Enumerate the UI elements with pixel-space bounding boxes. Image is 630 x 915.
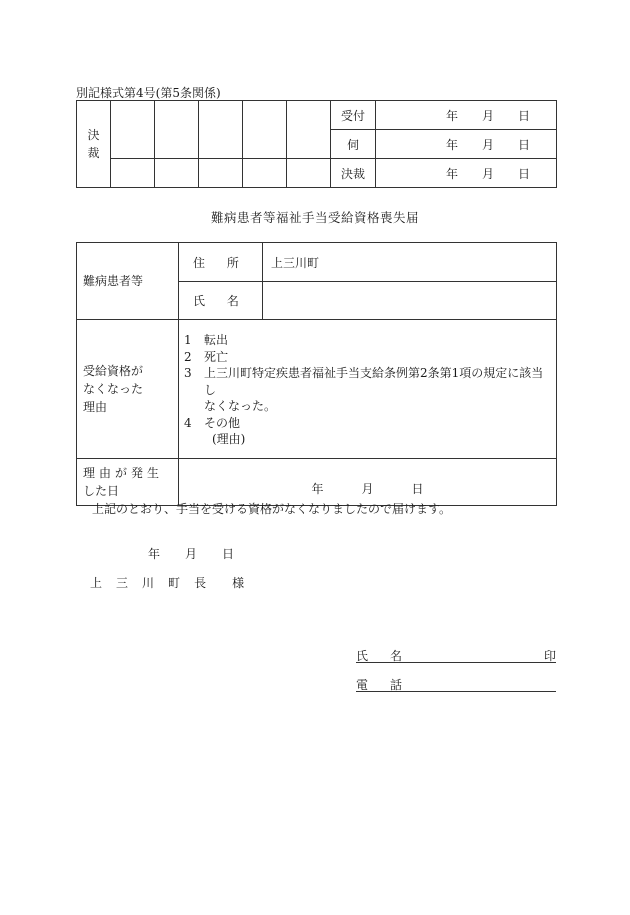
name-label: 氏 名 bbox=[179, 282, 263, 320]
approval-date-decision[interactable] bbox=[376, 159, 557, 188]
signature-name-label-2: 名 bbox=[390, 649, 403, 663]
reason-label-line-1: 受給資格が bbox=[83, 363, 144, 378]
year-label: 年 bbox=[311, 481, 324, 496]
year-label: 年 bbox=[446, 108, 459, 123]
occurrence-label-line-2: した日 bbox=[83, 483, 120, 498]
approval-label-received: 受付 bbox=[331, 101, 376, 130]
year-label: 年 bbox=[446, 166, 459, 181]
signature-phone-label-1: 電 bbox=[356, 678, 369, 692]
signature-phone-label-2: 話 bbox=[390, 678, 403, 692]
stamp-box-8[interactable] bbox=[199, 159, 243, 188]
seal-mark: 印 bbox=[543, 649, 556, 663]
month-label: 月 bbox=[361, 481, 374, 496]
patient-label: 難病患者等 bbox=[77, 243, 179, 320]
day-label: 日 bbox=[411, 481, 424, 496]
address-label: 住 所 bbox=[179, 243, 263, 282]
stamp-box-5[interactable] bbox=[287, 101, 331, 159]
occurrence-label-line-1: 理由が発生 bbox=[83, 465, 164, 480]
reason-option-2[interactable]: 2 死亡 bbox=[184, 349, 229, 364]
occurrence-label bbox=[77, 458, 179, 505]
stamp-box-6[interactable] bbox=[111, 159, 155, 188]
approval-label-decision: 決裁 bbox=[331, 159, 376, 188]
honorific: 様 bbox=[232, 576, 245, 590]
approval-table bbox=[76, 100, 557, 188]
signature-name-field[interactable] bbox=[356, 647, 556, 663]
approval-header bbox=[77, 101, 111, 188]
occurrence-date-field[interactable] bbox=[179, 458, 557, 505]
reason-option-3[interactable]: 3 上三川町特定疾患者福祉手当支給条例第2条第1項の規定に該当し bbox=[184, 366, 544, 397]
approval-date-received[interactable] bbox=[376, 101, 557, 130]
stamp-box-9[interactable] bbox=[243, 159, 287, 188]
reason-option-4[interactable]: 4 その他 bbox=[184, 415, 241, 430]
stamp-box-7[interactable] bbox=[155, 159, 199, 188]
stamp-box-3[interactable] bbox=[199, 101, 243, 159]
stamp-box-2[interactable] bbox=[155, 101, 199, 159]
approval-label-inquiry: 伺 bbox=[331, 130, 376, 159]
reason-label-line-2: なくなった bbox=[83, 381, 144, 396]
name-field[interactable] bbox=[263, 282, 557, 320]
form-reference: 別記様式第4号(第5条関係) bbox=[76, 86, 221, 100]
day-label: 日 bbox=[518, 108, 531, 123]
reason-options[interactable] bbox=[179, 320, 557, 459]
signature-name-label-1: 氏 bbox=[356, 649, 369, 663]
year-label: 年 bbox=[446, 137, 459, 152]
year-label: 年 bbox=[148, 547, 161, 561]
approval-date-inquiry[interactable] bbox=[376, 130, 557, 159]
submission-date[interactable] bbox=[148, 545, 259, 562]
stamp-box-1[interactable] bbox=[111, 101, 155, 159]
signature-phone-field[interactable] bbox=[356, 676, 556, 692]
address-field[interactable]: 上三川町 bbox=[263, 243, 557, 282]
month-label: 月 bbox=[482, 137, 495, 152]
approval-header-char-2: 裁 bbox=[87, 146, 100, 160]
reason-option-3-continued: なくなった。 bbox=[204, 399, 277, 413]
addressee: 上 三 川 町 長 様 bbox=[90, 576, 245, 590]
other-reason-field[interactable]: (理由) bbox=[212, 432, 246, 446]
month-label: 月 bbox=[185, 547, 198, 561]
stamp-box-10[interactable] bbox=[287, 159, 331, 188]
stamp-box-4[interactable] bbox=[243, 101, 287, 159]
reason-label bbox=[77, 320, 179, 459]
month-label: 月 bbox=[482, 166, 495, 181]
day-label: 日 bbox=[222, 547, 235, 561]
day-label: 日 bbox=[518, 137, 531, 152]
month-label: 月 bbox=[482, 108, 495, 123]
notification-table bbox=[76, 242, 557, 506]
reason-label-line-3: 理由 bbox=[83, 399, 108, 414]
reason-option-1[interactable]: 1 転出 bbox=[184, 333, 229, 347]
day-label: 日 bbox=[518, 166, 531, 181]
approval-header-char-1: 決 bbox=[87, 128, 100, 142]
document-title: 難病患者等福祉手当受給資格喪失届 bbox=[210, 210, 419, 225]
declaration-statement: 上記のとおり、手当を受ける資格がなくなりましたので届けます。 bbox=[92, 502, 452, 516]
